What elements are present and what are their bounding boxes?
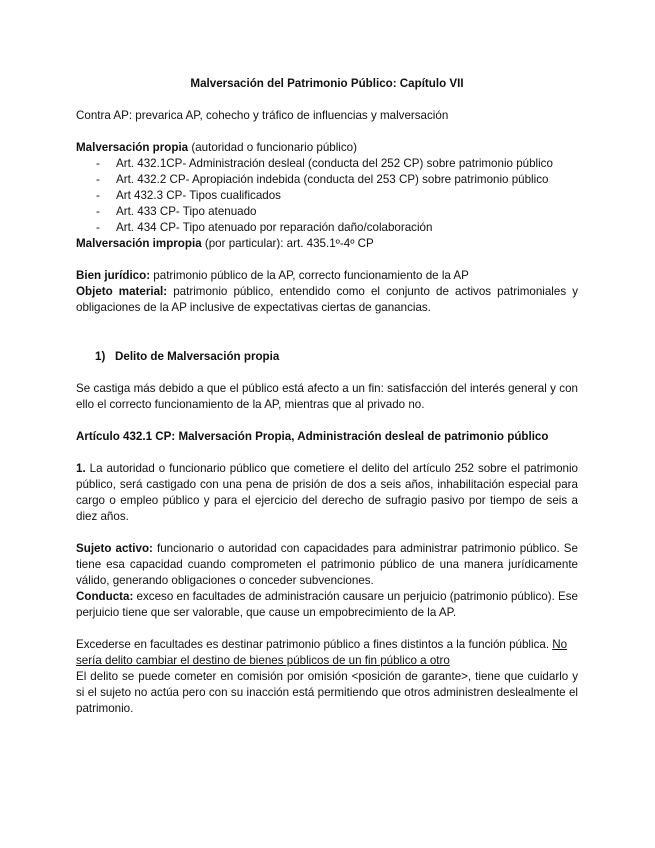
article-text: La autoridad o funcionario público que cometiere el delito del artículo 252 sobre el patrimonio público, será castigado con una pena de prisión de dos a seis años, inhabilitación especial para cargo o empleo público y para el ejercicio del derecho de sufragio pasivo por tiempo de seis a diez años.: [76, 462, 578, 523]
conducta-text: exceso en facultades de administración causare un perjuicio (patrimonio público). Ese perjuicio tiene que ser valorable, que cause un empobrecimiento de la AP.: [76, 590, 578, 619]
dash-bullet: -: [96, 173, 100, 186]
section-heading: [95, 349, 279, 365]
section-number: 1): [95, 350, 106, 363]
list-item-text: Art 432.3 CP- Tipos cualificados: [116, 189, 281, 202]
article-text-paragraph: [76, 461, 578, 525]
castiga-paragraph: Se castiga más debido a que el público está afecto a un fin: satisfacción del interés general y con ello el correcto funcionamiento de la AP, mientras que al privado no.: [76, 382, 578, 411]
conducta-paragraph: [76, 589, 578, 621]
propia-article-list: [76, 156, 578, 236]
list-item-text: Art. 434 CP- Tipo atenuado por reparación daño/colaboración: [116, 221, 433, 234]
list-item: [76, 156, 578, 172]
dash-bullet: -: [96, 157, 100, 170]
list-item-text: Art. 433 CP- Tipo atenuado: [116, 205, 257, 218]
paragraph-number: 1.: [76, 462, 86, 475]
omision-paragraph: El delito se puede cometer en comisión por omisión <posición de garante>, tiene que cuidarlo y si el sujeto no actúa pero con su inacción está permitiendo que otros administren deslealmente el patrimonio.: [76, 670, 578, 715]
list-item: [76, 220, 578, 236]
list-item: [76, 204, 578, 220]
objeto-material-paragraph: [76, 284, 578, 316]
bien-label: Bien jurídico:: [76, 269, 151, 282]
bien-text: patrimonio público de la AP, correcto funcionamiento de la AP: [150, 269, 469, 282]
objeto-text: patrimonio público, entendido como el conjunto de activos patrimoniales y obligaciones de la AP inclusive de expectativas ciertas de ganancias.: [76, 285, 579, 314]
list-item-text: Art. 432.2 CP- Apropiación indebida (conducta del 253 CP) sobre patrimonio público: [116, 173, 549, 186]
exceso-underlined: No sería delito cambiar el destino de bienes públicos de un fin público a otro: [76, 638, 568, 667]
malversacion-impropia-line: [76, 236, 578, 252]
impropia-note: (por particular): art. 435.1º-4º CP: [201, 237, 374, 250]
sujeto-activo-paragraph: [76, 541, 578, 589]
exceso-text: Excederse en facultades es destinar patrimonio público a fines distintos a la función pública.: [76, 638, 553, 651]
impropia-label: Malversación impropia: [76, 237, 202, 250]
malversacion-propia-heading: [76, 140, 578, 156]
section-title: Delito de Malversación propia: [115, 350, 280, 363]
list-item: [76, 188, 578, 204]
propia-label: Malversación propia: [76, 141, 189, 154]
exceso-paragraph: [76, 637, 578, 669]
dash-bullet: -: [96, 189, 100, 202]
objeto-label: Objeto material:: [76, 285, 168, 298]
document-title: Malversación del Patrimonio Público: Capítulo VII: [190, 77, 464, 90]
list-item-text: Art. 432.1CP- Administración desleal (conducta del 252 CP) sobre patrimonio público: [116, 157, 553, 170]
sujeto-text: funcionario o autoridad con capacidades para administrar patrimonio público. Se tiene esa capacidad cuando comprometen el patrimonio público de una manera jurídicamente válido, generando obligaciones o conceder subvenciones.: [76, 542, 578, 587]
intro-paragraph: Contra AP: prevarica AP, cohecho y tráfico de influencias y malversación: [76, 109, 449, 122]
bien-juridico-line: [76, 268, 578, 284]
sujeto-label: Sujeto activo:: [76, 542, 153, 555]
list-item: [76, 172, 578, 188]
articulo-heading: Artículo 432.1 CP: Malversación Propia, Administración desleal de patrimonio público: [76, 430, 549, 443]
propia-note: (autoridad o funcionario público): [188, 141, 357, 154]
dash-bullet: -: [96, 221, 100, 234]
dash-bullet: -: [96, 205, 100, 218]
conducta-label: Conducta:: [76, 590, 134, 603]
